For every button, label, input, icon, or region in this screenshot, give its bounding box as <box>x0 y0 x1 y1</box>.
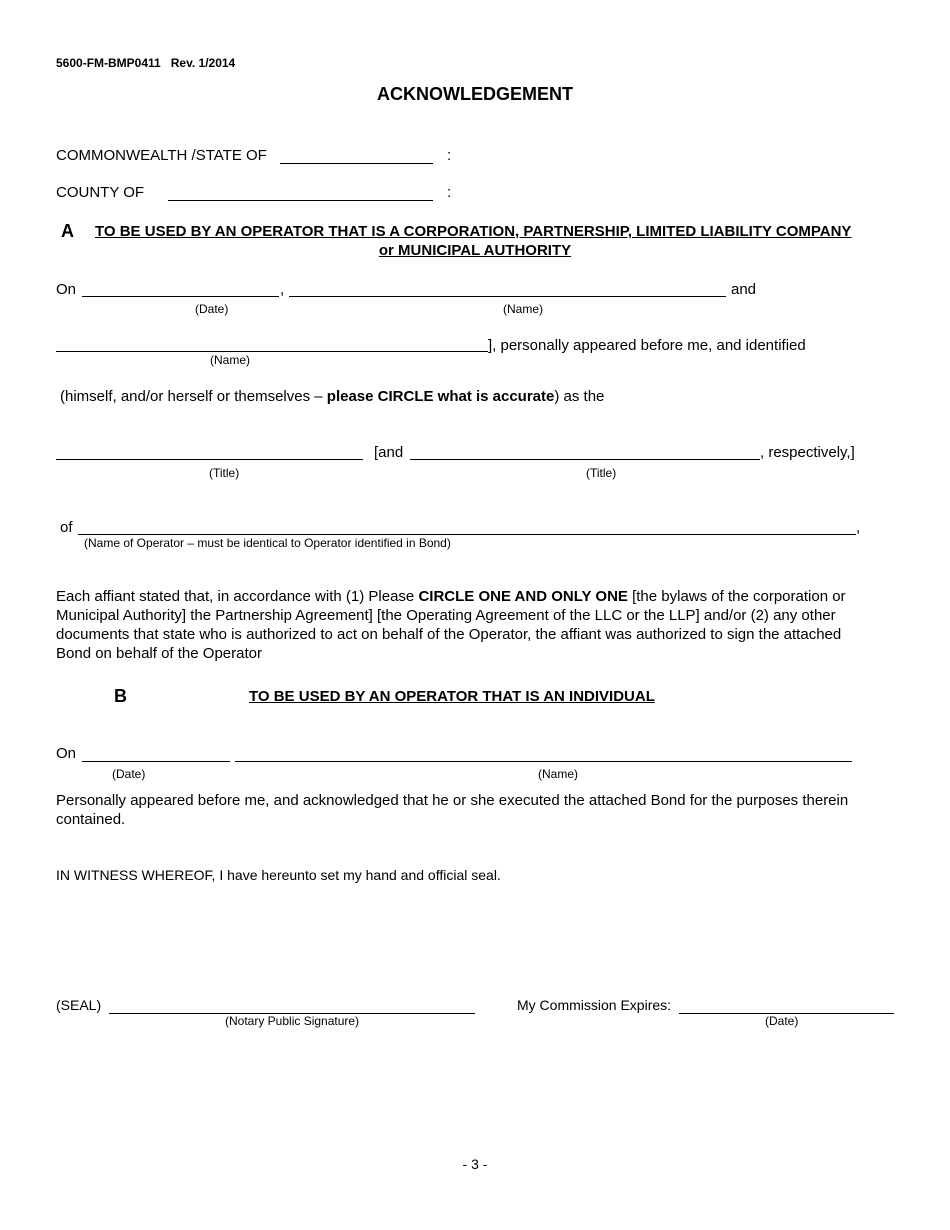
affiant-para-line1 <box>56 588 846 605</box>
county-field[interactable] <box>168 200 433 201</box>
commission-label: My Commission Expires: <box>517 997 672 1013</box>
appeared-text: ], personally appeared before me, and identified <box>488 337 806 354</box>
name-caption-a2: (Name) <box>210 353 251 367</box>
date-caption-b: (Date) <box>112 767 146 781</box>
himself-post: ) as the <box>554 388 605 405</box>
individual-para-line1: Personally appeared before me, and acknowledged that he or she executed the attached Bond for the purposes therein <box>56 792 849 809</box>
state-colon: : <box>447 147 452 164</box>
title-field-1[interactable] <box>56 459 363 460</box>
affiant-para-pre: Each affiant stated that, in accordance with (1) Please <box>56 588 419 605</box>
on-label-a: On <box>56 281 77 298</box>
individual-para-line2: contained. <box>56 811 126 828</box>
affiant-para-bold: CIRCLE ONE AND ONLY ONE <box>418 588 628 605</box>
of-label: of <box>60 519 73 536</box>
of-end-comma: , <box>856 519 861 536</box>
affiant-para-line2: Municipal Authority] the Partnership Agreement] [the Operating Agreement of the LLC or the LLP] and/or (2) any other <box>56 607 836 624</box>
operator-caption: (Name of Operator – must be identical to Operator identified in Bond) <box>84 536 451 550</box>
affiant-para-line3: documents that state who is authorized to act on behalf of the Operator, the affiant was authorized to sign the attached <box>56 626 842 643</box>
date-caption-a: (Date) <box>195 302 229 316</box>
himself-pre: (himself, and/or herself or themselves – <box>60 388 327 405</box>
date-field-b[interactable] <box>82 761 230 762</box>
date-comma: , <box>280 281 285 298</box>
county-colon: : <box>447 184 452 201</box>
section-a-letter: A <box>61 221 74 241</box>
seal-label: (SEAL) <box>56 997 102 1013</box>
section-b-letter: B <box>114 686 127 706</box>
himself-bold: please CIRCLE what is accurate <box>326 388 555 405</box>
affiant-para-line4: Bond on behalf of the Operator <box>56 645 262 662</box>
form-number: 5600-FM-BMP0411 <box>56 56 161 70</box>
form-revision: Rev. 1/2014 <box>170 56 236 70</box>
date-field-a[interactable] <box>82 296 279 297</box>
notary-caption: (Notary Public Signature) <box>225 1014 360 1028</box>
title-caption-2: (Title) <box>586 466 617 480</box>
state-field[interactable] <box>280 163 433 164</box>
county-label: COUNTY OF <box>56 184 145 201</box>
form-id <box>56 56 235 70</box>
title-caption-1: (Title) <box>209 466 240 480</box>
section-a-heading-line2: or MUNICIPAL AUTHORITY <box>378 242 572 259</box>
name-field-a2[interactable] <box>56 351 488 352</box>
name-caption-a1: (Name) <box>503 302 544 316</box>
and-label: and <box>731 281 757 298</box>
section-b-heading: TO BE USED BY AN OPERATOR THAT IS AN INDIVIDUAL <box>249 688 655 705</box>
name-caption-b: (Name) <box>538 767 579 781</box>
and-bracket: [and <box>374 444 404 461</box>
on-label-b: On <box>56 745 77 762</box>
operator-name-field[interactable] <box>78 534 856 535</box>
witness-text: IN WITNESS WHEREOF, I have hereunto set my hand and official seal. <box>56 867 501 883</box>
page-title: ACKNOWLEDGEMENT <box>377 84 573 104</box>
himself-line <box>60 388 604 405</box>
name-field-b[interactable] <box>235 761 852 762</box>
name-field-a1[interactable] <box>289 296 726 297</box>
commission-date-caption: (Date) <box>765 1014 799 1028</box>
title-field-2[interactable] <box>410 459 760 460</box>
respectively-text: , respectively,] <box>760 444 855 461</box>
state-label: COMMONWEALTH /STATE OF <box>56 147 267 164</box>
affiant-para-post: [the bylaws of the corporation or <box>627 588 846 605</box>
section-a-heading-line1: TO BE USED BY AN OPERATOR THAT IS A CORPORATION, PARTNERSHIP, LIMITED LIABILITY COMPANY <box>95 223 852 240</box>
page-number: - 3 - <box>462 1156 488 1172</box>
